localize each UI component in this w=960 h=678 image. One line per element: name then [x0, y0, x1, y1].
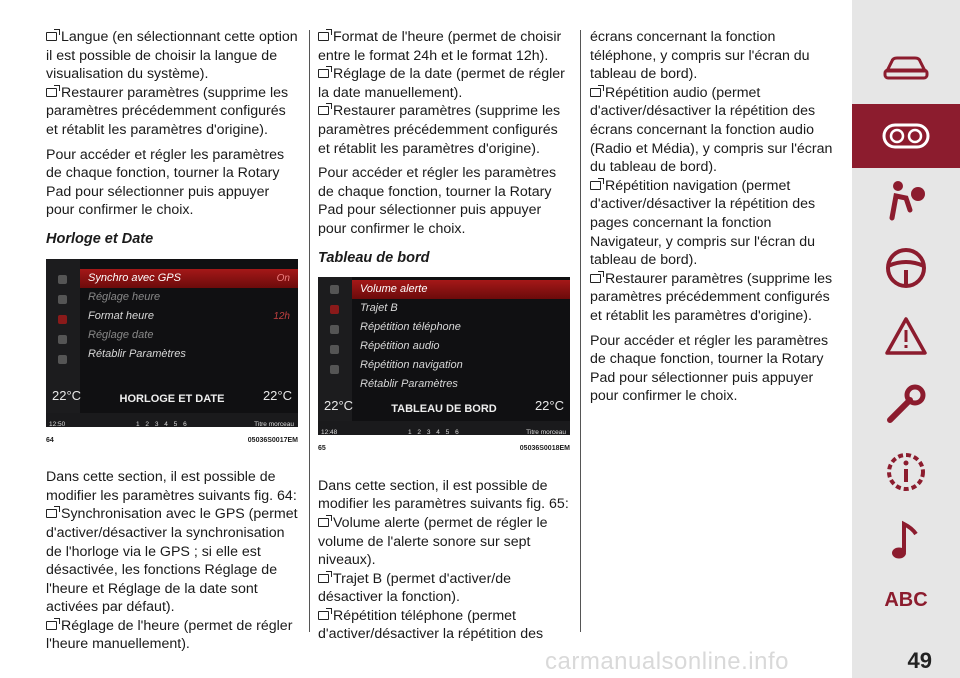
- temperature-right: 22°C: [534, 398, 564, 414]
- menu-row: Répétition téléphone: [360, 321, 461, 334]
- bullet-item: Volume alerte (permet de régler le volume de l'alerte sonore sur sept niveaux).: [318, 514, 548, 569]
- intro-paragraph: Dans cette section, il est possible de modifier les paramètres suivants fig. 65:: [318, 477, 569, 513]
- menu-icon: [330, 325, 339, 334]
- column-3: [590, 28, 840, 412]
- checkbox-bullet-icon: [590, 274, 601, 283]
- screen-title: HORLOGE ET DATE: [119, 392, 225, 405]
- figure-64: [46, 259, 298, 451]
- page-number: 49: [907, 648, 932, 673]
- dashboard-icon[interactable]: [852, 104, 960, 168]
- checkbox-bullet-icon: [46, 509, 57, 518]
- bullet-item: Synchronisation avec le GPS (permet d'activer/désactiver la synchronisation de l'horloge via le GPS ; si elle est désactivée, les fonctions Réglage de l'heure et Réglage de la date sont activées par défaut).: [46, 506, 298, 616]
- checkbox-bullet-icon: [590, 181, 601, 190]
- checkbox-bullet-icon: [318, 518, 329, 527]
- column-divider: [309, 30, 310, 632]
- chapter-sidebar: [852, 0, 960, 678]
- screen-status-bar: 12:50 1 2 3 4 5 6 Titre morceau: [46, 413, 298, 427]
- checkbox-bullet-icon: [46, 88, 57, 97]
- music-icon[interactable]: [852, 508, 960, 572]
- instruction-paragraph: Pour accéder et régler les paramètres de chaque fonction, tourner la Rotary Pad pour sélectionner puis appuyer pour confirmer le choix.: [318, 165, 557, 237]
- car-icon[interactable]: [852, 36, 960, 100]
- menu-icon: [58, 295, 67, 304]
- screen-title: TABLEAU DE BORD: [391, 403, 497, 416]
- watermark: carmanualsonline.info: [545, 648, 789, 675]
- temperature-right: 22°C: [262, 387, 292, 403]
- checkbox-bullet-icon: [318, 574, 329, 583]
- menu-row: Trajet B: [360, 302, 398, 315]
- display-screenshot: [46, 259, 298, 427]
- section-heading: Tableau de bord: [318, 249, 430, 266]
- intro-paragraph: Dans cette section, il est possible de modifier les paramètres suivants fig. 64:: [46, 469, 297, 504]
- column-1: [46, 28, 298, 654]
- abc-icon[interactable]: ABC: [884, 588, 928, 611]
- menu-row: Répétition navigation: [360, 359, 463, 372]
- wrench-icon[interactable]: [852, 372, 960, 436]
- bullet-item: Répétition audio (permet d'activer/désactiver la répétition des écrans concernant la fonction audio (Radio et Média), y compris sur l'écran du tableau de bord).: [590, 84, 833, 176]
- bullet-item: Répétition téléphone (permet d'activer/désactiver la répétition des: [318, 607, 544, 643]
- figure-65: [318, 277, 570, 459]
- column-divider: [580, 30, 581, 632]
- checkbox-bullet-icon: [318, 106, 329, 115]
- menu-row: Réglage date: [88, 328, 154, 341]
- bullet-item: Réglage de l'heure (permet de régler l'heure manuellement).: [46, 617, 293, 653]
- temperature-left: 22°C: [52, 387, 82, 403]
- figure-caption: 65 05036S0018EM: [318, 445, 570, 453]
- airbag-icon[interactable]: [852, 168, 960, 232]
- steering-wheel-icon[interactable]: [852, 236, 960, 300]
- menu-icon: [330, 305, 339, 314]
- bullet-item: Langue (en sélectionnant cette option il est possible de choisir la langue de visualisation du système).: [46, 29, 298, 83]
- menu-row: Répétition audio: [360, 340, 440, 353]
- bullet-item: Restaurer paramètres (supprime les paramètres précédemment configurés et rétablit les paramètres d'origine).: [46, 84, 289, 138]
- menu-icon: [330, 285, 339, 294]
- menu-row: Format heure 12h: [88, 309, 290, 322]
- bullet-item: Réglage de la date (permet de régler la date manuellement).: [318, 66, 565, 101]
- menu-row: Rétablir Paramètres: [360, 378, 458, 391]
- instruction-paragraph: Pour accéder et régler les paramètres de chaque fonction, tourner la Rotary Pad pour sélectionner puis appuyer pour confirmer le choix.: [46, 146, 285, 219]
- menu-icon: [58, 335, 67, 344]
- bullet-item: Trajet B (permet d'activer/de désactiver la fonction).: [318, 570, 512, 606]
- display-screenshot: [318, 277, 570, 435]
- bullet-item: Restaurer paramètres (supprime les paramètres précédemment configurés et rétablit les paramètres d'origine).: [318, 103, 561, 157]
- menu-icon: [330, 365, 339, 374]
- instruction-paragraph: Pour accéder et régler les paramètres de chaque fonction, tourner la Rotary Pad pour sélectionner puis appuyer pour confirmer le choix.: [590, 332, 829, 405]
- figure-caption: 64 05036S0017EM: [46, 436, 298, 444]
- bullet-item: Répétition navigation (permet d'activer/désactiver la répétition des pages concernant la fonction Navigateur, y compris sur l'écran du tableau de bord).: [590, 177, 816, 269]
- checkbox-bullet-icon: [46, 621, 57, 630]
- checkbox-bullet-icon: [318, 32, 329, 41]
- screen-status-bar: 12:48 1 2 3 4 5 6 Titre morceau: [318, 421, 570, 435]
- temperature-left: 22°C: [324, 398, 354, 414]
- bullet-item: Restaurer paramètres (supprime les paramètres précédemment configurés et rétablit les paramètres d'origine).: [590, 270, 833, 324]
- info-icon[interactable]: [852, 440, 960, 504]
- checkbox-bullet-icon: [318, 611, 329, 620]
- menu-row: Réglage heure: [88, 290, 161, 303]
- checkbox-bullet-icon: [590, 88, 601, 97]
- menu-icon: [58, 355, 67, 364]
- column-2: [318, 28, 570, 644]
- menu-icon: [58, 315, 67, 324]
- menu-icon: [58, 275, 67, 284]
- menu-row: Rétablir Paramètres: [88, 347, 186, 360]
- checkbox-bullet-icon: [46, 32, 57, 41]
- menu-row: Volume alerte: [352, 280, 570, 299]
- menu-row: Synchro avec GPS On: [80, 269, 298, 288]
- menu-icon: [330, 345, 339, 354]
- bullet-item: Format de l'heure (permet de choisir entre le format 24h et le format 12h).: [318, 29, 562, 64]
- warning-icon[interactable]: [852, 304, 960, 368]
- section-heading: Horloge et Date: [46, 230, 154, 247]
- checkbox-bullet-icon: [318, 69, 329, 78]
- continued-text: écrans concernant la fonction téléphone, y compris sur l'écran du tableau de bord).: [590, 29, 810, 83]
